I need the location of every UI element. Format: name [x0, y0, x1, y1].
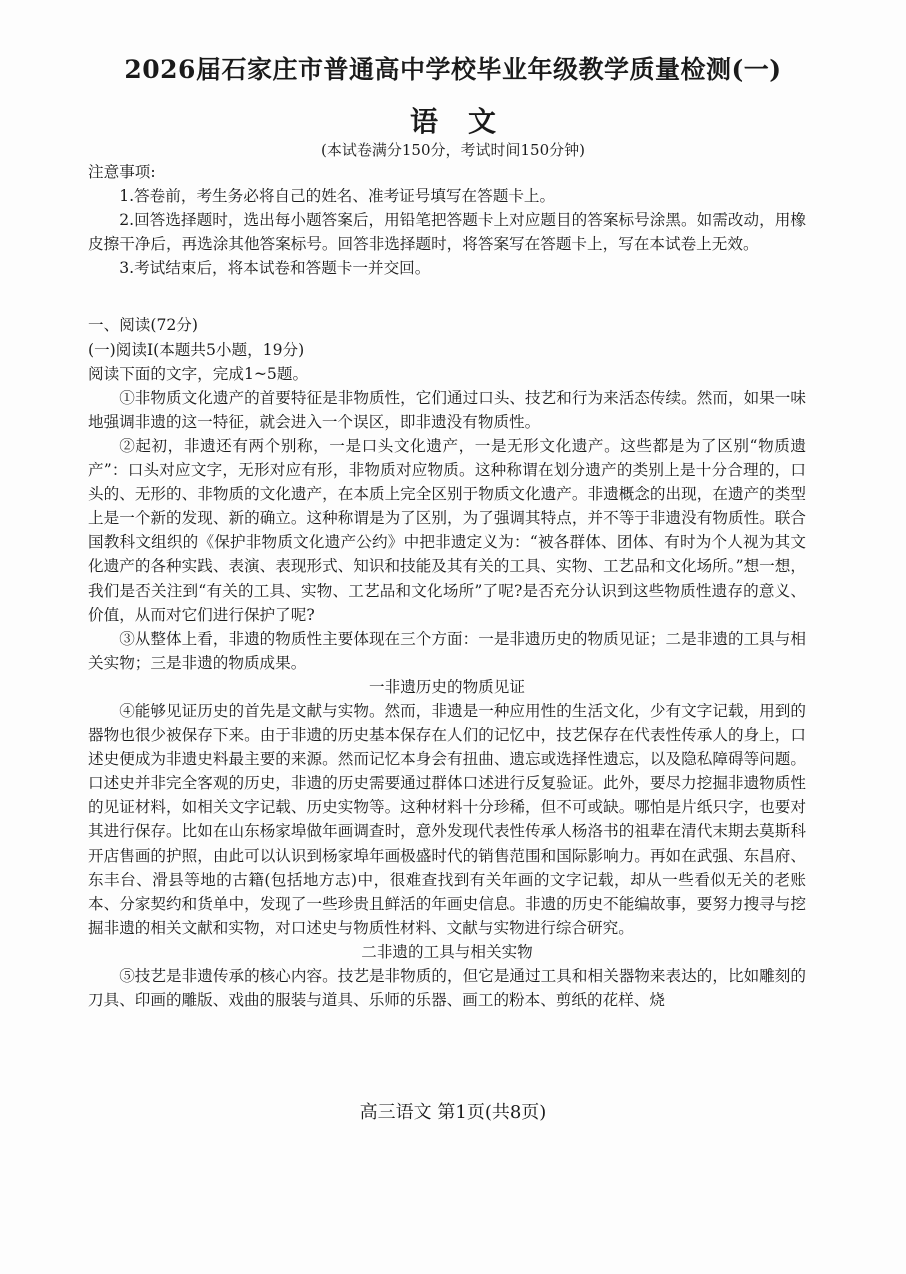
- section-heading: 一、阅读(72分): [88, 316, 198, 335]
- body-text: [88, 160, 806, 1012]
- notice-item: 2.回答选择题时，选出每小题答案后，用铅笔把答题卡上对应题目的答案标号涂黑。如需改动，用橡皮擦干净后，再选涂其他答案标号。回答非选择题时，将答案写在答题卡上，写在本试卷上无效。: [88, 211, 806, 254]
- subject-title: 语文: [409, 105, 526, 138]
- passage-paragraph: ④能够见证历史的首先是文献与实物。然而，非遗是一种应用性的生活文化，少有文字记载，用到的器物也很少被保存下来。由于非遗的历史基本保存在人们的记忆中，技艺保存在代表性传承人的身上，口述史便成为非遗史料最主要的来源。然而记忆本身会有扭曲、遗忘或选择性遗忘，以及隐私障碍等问题。口述史并非完全客观的历史，非遗的历史需要通过群体口述进行反复验证。此外，要尽力挖掘非遗物质性的见证材料，如相关文字记载、历史实物等。这种材料十分珍稀，但不可或缺。哪怕是片纸只字，也要对其进行保存。比如在山东杨家埠做年画调查时，意外发现代表性传承人杨洛书的祖辈在清代末期去莫斯科开店售画的护照，由此可以认识到杨家埠年画极盛时代的销售范围和国际影响力。再如在武强、东昌府、东丰台、滑县等地的古籍(包括地方志)中，很难查找到有关年画的文字记载，却从一些看似无关的老账本、分家契约和货单中，发现了一些珍贵且鲜活的年画史信息。非遗的历史不能编故事，要努力搜寻与挖掘非遗的相关文献和实物，对口述史与物质性材料、文献与实物进行综合研究。: [88, 701, 806, 937]
- section-subheading: (一)阅读Ⅰ(本题共5小题，19分): [88, 340, 305, 359]
- exam-info: (本试卷满分150分，考试时间150分钟): [321, 141, 585, 159]
- notice-item: 3.考试结束后，将本试卷和答题卡一并交回。: [119, 259, 431, 278]
- passage-paragraph: ⑤技艺是非遗传承的核心内容。技艺是非物质的，但它是通过工具和相关器物来表达的，比如雕刻的刀具、印画的雕版、戏曲的服装与道具、乐师的乐器、画工的粉本、剪纸的花样、烧: [88, 967, 806, 1010]
- spacer: [88, 280, 806, 313]
- passage-paragraph: ②起初，非遗还有两个别称，一是口头文化遗产，一是无形文化遗产。这些都是为了区别“物质遗产”：口头对应文字，无形对应有形，非物质对应物质。这种称谓在划分遗产的类别上是十分合理的，口头的、无形的、非物质的文化遗产，在本质上完全区别于物质文化遗产。非遗概念的出现，在遗产的类型上是一个新的发现、新的确立。这种称谓是为了区别，为了强调其特点，并不等于非遗没有物质性。联合国教科文组织的《保护非物质文化遗产公约》中把非遗定义为：“被各群体、团体、有时为个人视为其文化遗产的各种实践、表演、表现形式、知识和技能及其有关的工具、实物、工艺品和文化场所。”想一想，我们是否关注到“有关的工具、实物、工艺品和文化场所”了呢?是否充分认识到这些物质性遗存的意义、价值，从而对它们进行保护了呢?: [88, 436, 806, 624]
- passage-subheading: 一非遗历史的物质见证: [369, 677, 525, 696]
- notice-item: 1.答卷前，考生务必将自己的姓名、准考证号填写在答题卡上。: [119, 187, 556, 206]
- passage-paragraph: ①非物质文化遗产的首要特征是非物质性，它们通过口头、技艺和行为来活态传续。然而，如果一味地强调非遗的这一特征，就会进入一个误区，即非遗没有物质性。: [88, 388, 806, 431]
- section-instruction: 阅读下面的文字，完成1~5题。: [88, 364, 309, 383]
- exam-title: 2026届石家庄市普通高中学校毕业年级教学质量检测(一): [124, 55, 782, 84]
- passage-paragraph: ③从整体上看，非遗的物质性主要体现在三个方面：一是非遗历史的物质见证；二是非遗的工具与相关实物；三是非遗的物质成果。: [88, 629, 806, 672]
- notice-heading: 注意事项:: [88, 163, 156, 181]
- passage-subheading: 二非遗的工具与相关实物: [361, 942, 533, 961]
- page-footer: 高三语文 第1页(共8页): [359, 1102, 547, 1123]
